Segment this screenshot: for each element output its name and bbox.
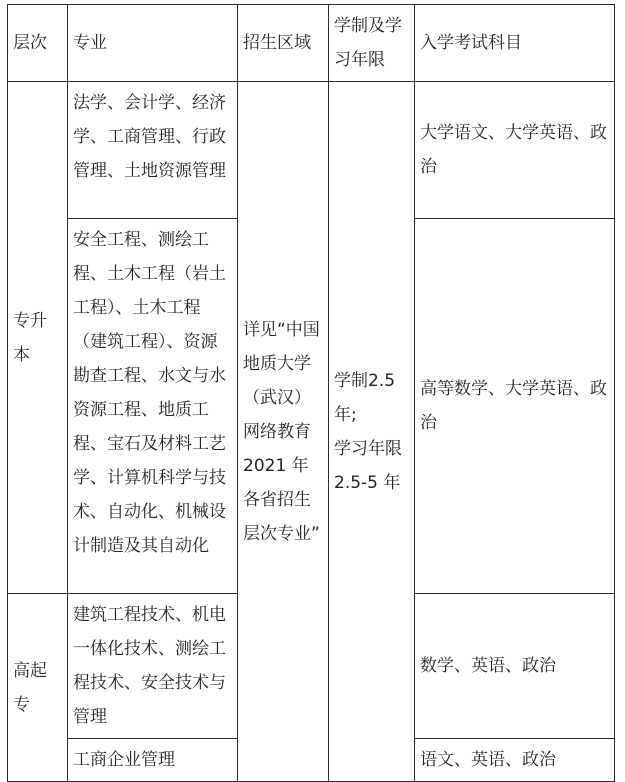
exam-cell: 高等数学、大学英语、政治 (415, 219, 615, 594)
header-duration: 学制及学习年限 (329, 5, 415, 82)
exam-cell: 数学、英语、政治 (415, 594, 615, 739)
region-cell: 详见“中国地质大学（武汉）网络教育 2021 年各省招生层次专业” (238, 82, 329, 782)
level-highschool-cell: 高起专 (8, 594, 68, 782)
header-major: 专业 (68, 5, 238, 82)
level-upgrade-cell: 专升本 (8, 82, 68, 594)
enrollment-table (7, 4, 615, 782)
duration-cell (329, 82, 415, 782)
duration-line1: 学制2.5年; (334, 370, 396, 425)
header-exam: 入学考试科目 (415, 5, 615, 82)
exam-cell: 大学语文、大学英语、政治 (415, 82, 615, 219)
major-cell: 工商企业管理 (68, 739, 238, 782)
major-cell: 法学、会计学、经济学、工商管理、行政管理、土地资源管理 (68, 82, 238, 219)
header-level: 层次 (8, 5, 68, 82)
duration-line2: 学习年限 2.5-5 年 (334, 438, 402, 493)
major-cell: 安全工程、测绘工程、土木工程（岩土工程）、土木工程（建筑工程）、资源勘查工程、水文与水资源工程、地质工程、宝石及材料工艺学、计算机科学与技术、自动化、机械设计制造及其自动化 (68, 219, 238, 594)
header-region: 招生区域 (238, 5, 329, 82)
table-row (8, 82, 615, 219)
major-cell: 建筑工程技术、机电一体化技术、测绘工程技术、安全技术与管理 (68, 594, 238, 739)
table-header-row (8, 5, 615, 82)
exam-cell: 语文、英语、政治 (415, 739, 615, 782)
